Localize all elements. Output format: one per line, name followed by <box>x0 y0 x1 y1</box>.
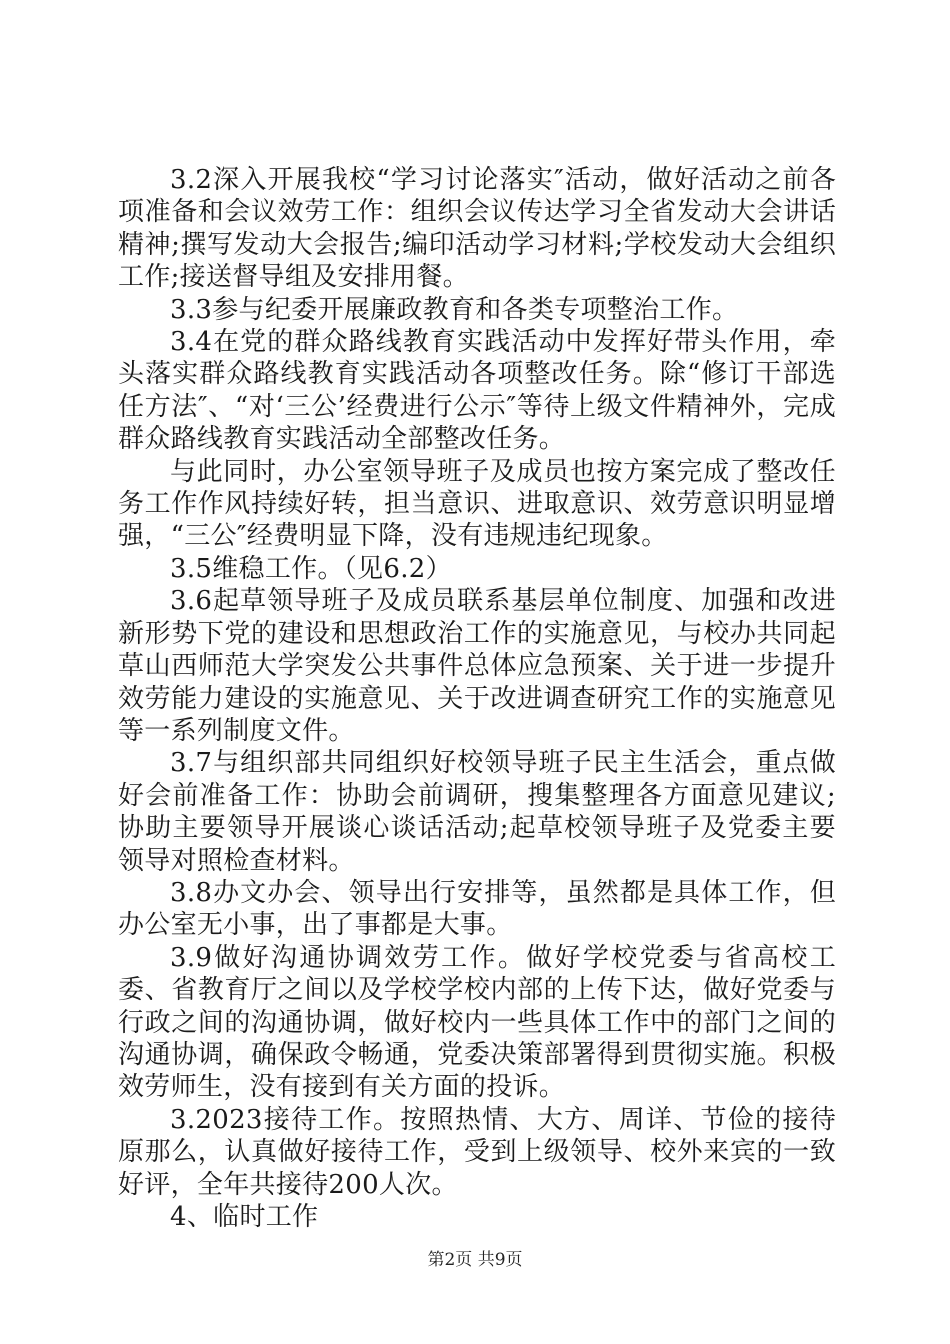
paragraph-3-3: 3.3参与纪委开展廉政教育和各类专项整治工作。 <box>170 294 739 325</box>
paragraph-3-4: 3.4在党的群众路线教育实践活动中发挥好带头作用，牵头落实群众路线教育实践活动各项整改任务。除“修订干部选任方法″、“对‘三公’经费进行公示″等待上级文件精神外，完成群众路线教育实践活动全部整改任务。 <box>118 327 836 455</box>
paragraph-3-9: 3.9做好沟通协调效劳工作。做好学校党委与省高校工委、省教育厅之间以及学校学校内部的上传下达，做好党委与行政之间的沟通协调，做好校内一些具体工作中的部门之间的沟通协调，确保政令畅通，党委决策部署得到贯彻实施。积极效劳师生，没有接到有关方面的投诉。 <box>118 942 836 1103</box>
paragraph-3-6: 3.6起草领导班子及成员联系基层单位制度、加强和改进新形势下党的建设和思想政治工作的实施意见，与校办共同起草山西师范大学突发公共事件总体应急预案、关于进一步提升效劳能力建设的实施意见、关于改进调查研究工作的实施意见等一系列制度文件。 <box>118 586 836 746</box>
paragraph-3-2: 3.2深入开展我校“学习讨论落实″活动，做好活动之前各项准备和会议效劳工作：组织会议传达学习全省发动大会讲话精神;撰写发动大会报告;编印活动学习材料;学校发动大会组织工作;接送督导组及安排用餐。 <box>118 165 836 293</box>
document-body <box>118 164 836 1233</box>
paragraph-3-5: 3.5维稳工作。（见6.2） <box>170 553 452 584</box>
paragraph-meanwhile: 与此同时，办公室领导班子及成员也按方案完成了整改任务工作作风持续好转，担当意识、进取意识、效劳意识明显增强，“三公″经费明显下降，没有违规违纪现象。 <box>118 456 836 552</box>
paragraph-4: 4、临时工作 <box>170 1202 319 1232</box>
paragraph-3-2023: 3.2023接待工作。按照热情、大方、周详、节俭的接待原那么，认真做好接待工作，受到上级领导、校外来宾的一致好评，全年共接待200人次。 <box>118 1104 836 1200</box>
paragraph-3-8: 3.8办文办会、领导出行安排等，虽然都是具体工作，但办公室无小事，出了事都是大事。 <box>118 877 836 941</box>
paragraph-3-7: 3.7与组织部共同组织好校领导班子民主生活会，重点做好会前准备工作：协助会前调研，搜集整理各方面意见建议;协助主要领导开展谈心谈话活动;起草校领导班子及党委主要领导对照检查材料。 <box>118 748 836 876</box>
page-number-footer: 第2页 共9页 <box>427 1250 523 1270</box>
